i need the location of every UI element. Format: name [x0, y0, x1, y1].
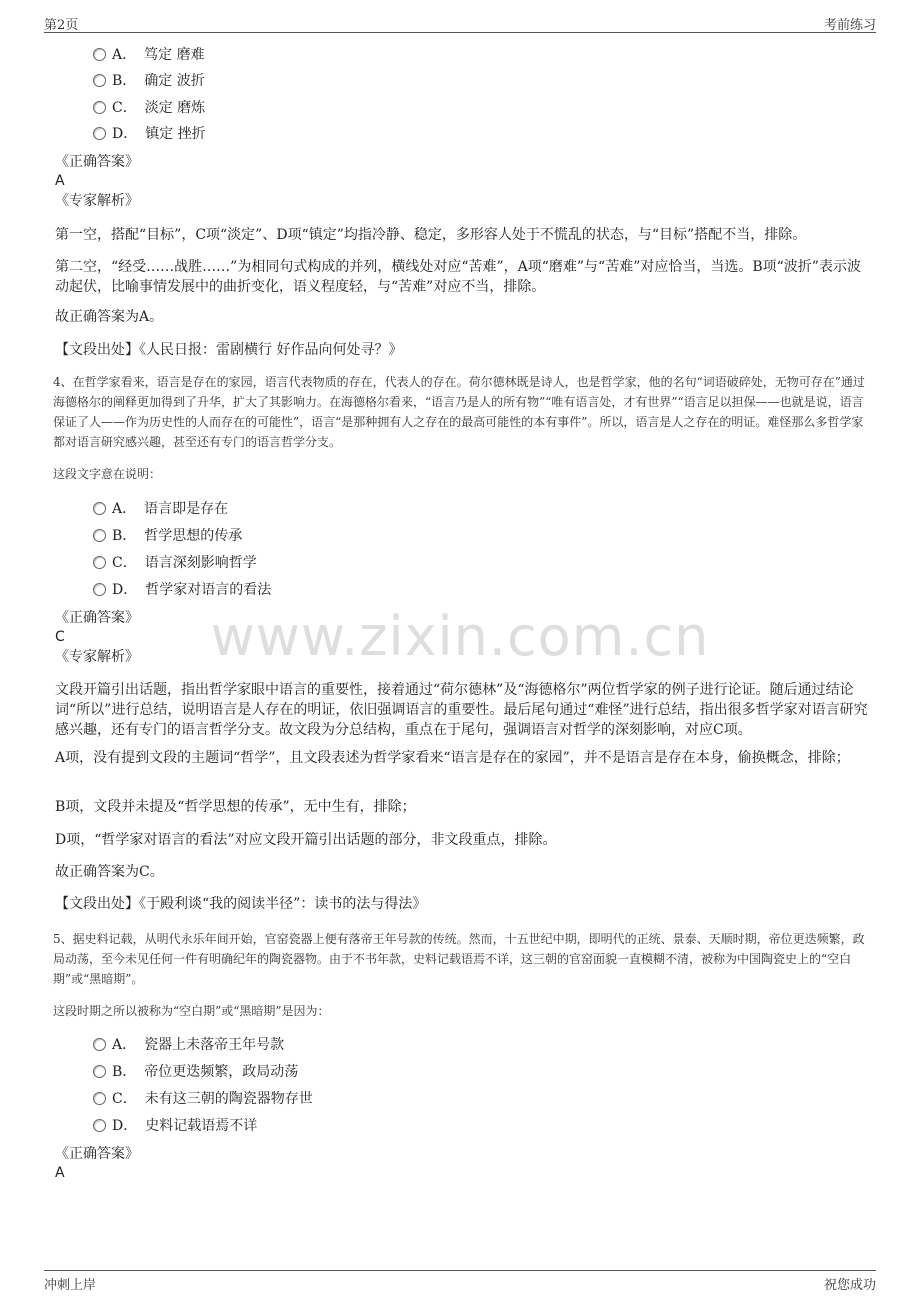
radio-icon[interactable] — [93, 1038, 106, 1051]
radio-icon[interactable] — [93, 48, 106, 61]
option-text: 笃定 磨难 — [144, 47, 205, 63]
q4-analysis-p3: B项，文段并未提及“哲学思想的传承”，无中生有，排除； — [55, 799, 416, 815]
radio-icon[interactable] — [93, 502, 106, 515]
radio-icon[interactable] — [93, 583, 106, 596]
q5-stem: 5、据史料记载，从明代永乐年间开始，官窑瓷器上便有落帝王年号款的传统。然而，十五世纪中期，即明代的正统、景泰、天顺时期，帝位更迭频繁，政局动荡，至今未见任何一件有明确纪年的陶瓷器物。由于不书年款，史料记载语焉不详，这三朝的官窑面貌一直模糊不清，被称为中国陶瓷史上的“空白期”或“黑暗期”。 — [53, 932, 865, 986]
footer-left-text: 冲刺上岸 — [44, 1278, 97, 1293]
q3-analysis-p3: 故正确答案为A。 — [55, 309, 164, 325]
q3-source: 【文段出处】《人民日报：雷剧横行 好作品向何处寻？》 — [55, 342, 403, 358]
q3-analysis-p2: 第二空，“经受……战胜……”为相同句式构成的并列，横线处对应“苦难”，A项“磨难”与“苦难”对应恰当，当选。B项“波折”表示波动起伏，比喻事情发展中的曲折变化，语义程度轻，与“苦难”对应不当，排除。 — [55, 259, 861, 295]
option-text: 瓷器上未落帝王年号款 — [144, 1037, 285, 1053]
q4-analysis-label: 《专家解析》 — [55, 649, 139, 665]
q3-option-c[interactable] — [93, 98, 205, 118]
q4-answer: C — [55, 629, 65, 645]
q4-analysis-p2: A项，没有提到文段的主题词“哲学”，且文段表述为哲学家看来“语言是存在的家园”，并不是语言是存在本身，偷换概念，排除； — [55, 750, 850, 766]
q4-question: 这段文字意在说明： — [53, 467, 162, 481]
option-letter: A． — [112, 47, 137, 63]
q3-analysis-p1: 第一空，搭配“目标”，C项“淡定”、D项“镇定”均指冷静、稳定，多形容人处于不慌乱的状态，与“目标”搭配不当，排除。 — [55, 227, 807, 243]
option-text: 未有这三朝的陶瓷器物存世 — [144, 1091, 313, 1107]
radio-icon[interactable] — [93, 74, 106, 87]
option-letter: D． — [112, 126, 138, 142]
q4-option-a[interactable] — [93, 499, 228, 519]
q3-option-b[interactable] — [93, 71, 205, 91]
option-letter: A． — [112, 1037, 137, 1053]
q3-answer-label: 《正确答案》 — [55, 154, 139, 170]
q4-option-b[interactable] — [93, 526, 242, 546]
q5-option-a[interactable] — [93, 1035, 284, 1055]
option-text: 镇定 挫折 — [145, 126, 206, 142]
radio-icon[interactable] — [93, 127, 106, 140]
q3-option-d[interactable] — [93, 124, 206, 144]
option-letter: C． — [112, 555, 137, 571]
q4-analysis-p1: 文段开篇引出话题，指出哲学家眼中语言的重要性，接着通过“荷尔德林”及“海德格尔”两位哲学家的例子进行论证。随后通过结论词“所以”进行总结，说明语言是人存在的明证，依旧强调语言的重要性。最后尾句通过“难怪”进行总结，指出很多哲学家对语言研究感兴趣，还有专门的语言哲学分支。故文段为分总结构，重点在于尾句，强调语言对哲学的深刻影响，对应C项。 — [55, 682, 868, 738]
q4-option-c[interactable] — [93, 553, 257, 573]
page-footer — [44, 1270, 876, 1295]
q5-option-b[interactable] — [93, 1062, 298, 1082]
q3-option-a[interactable] — [93, 45, 205, 65]
q3-analysis-label: 《专家解析》 — [55, 193, 139, 209]
radio-icon[interactable] — [93, 529, 106, 542]
option-letter: A． — [112, 501, 137, 517]
option-letter: D． — [112, 582, 138, 598]
q5-option-d[interactable] — [93, 1116, 257, 1136]
radio-icon[interactable] — [93, 1092, 106, 1105]
radio-icon[interactable] — [93, 101, 106, 114]
q4-source: 【文段出处】《于殿利谈“我的阅读半径”：读书的法与得法》 — [55, 896, 427, 912]
radio-icon[interactable] — [93, 556, 106, 569]
footer-right-text: 祝您成功 — [823, 1278, 876, 1293]
q5-question: 这段时期之所以被称为“空白期”或“黑暗期”是因为： — [53, 1004, 330, 1018]
q4-option-d[interactable] — [93, 580, 271, 600]
option-text: 语言即是存在 — [144, 501, 229, 517]
option-letter: B． — [112, 73, 137, 89]
page-header — [44, 12, 876, 33]
option-letter: B． — [112, 1064, 137, 1080]
option-text: 淡定 磨炼 — [144, 100, 206, 116]
option-text: 史料记载语焉不详 — [145, 1118, 258, 1134]
q4-analysis-p5: 故正确答案为C。 — [55, 864, 164, 880]
q4-analysis-p4: D项，“哲学家对语言的看法”对应文段开篇引出话题的部分，非文段重点，排除。 — [55, 832, 557, 848]
option-text: 哲学思想的传承 — [144, 528, 243, 544]
option-letter: C． — [112, 1091, 137, 1107]
q3-answer: A — [55, 173, 65, 189]
radio-icon[interactable] — [93, 1065, 106, 1078]
page-number: 第2页 — [44, 18, 79, 33]
watermark: www.zixin.com.cn — [210, 605, 710, 668]
q4-answer-label: 《正确答案》 — [55, 610, 139, 626]
option-text: 语言深刻影响哲学 — [144, 555, 257, 571]
q5-option-c[interactable] — [93, 1089, 313, 1109]
radio-icon[interactable] — [93, 1119, 106, 1132]
option-text: 帝位更迭频繁，政局动荡 — [144, 1064, 299, 1080]
option-text: 哲学家对语言的看法 — [145, 582, 272, 598]
option-letter: C． — [112, 100, 137, 116]
header-title: 考前练习 — [823, 18, 876, 33]
q5-answer: A — [55, 1165, 65, 1181]
option-text: 确定 波折 — [144, 73, 205, 89]
q5-answer-label: 《正确答案》 — [55, 1146, 139, 1162]
option-letter: B． — [112, 528, 137, 544]
option-letter: D． — [112, 1118, 138, 1134]
q4-stem: 4、在哲学家看来，语言是存在的家园，语言代表物质的存在，代表人的存在。荷尔德林既是诗人，也是哲学家，他的名句“词语破碎处，无物可存在”通过海德格尔的阐释更加得到了升华，扩大了其影响力。在海德格尔看来，“语言乃是人的所有物”“唯有语言处，才有世界”“语言足以担保——也就是说，语言保证了人——作为历史性的人而存在的可能性”，语言“是那种拥有人之存在的最高可能性的本有事件”。所以，语言是人之存在的明证。难怪那么多哲学家都对语言研究感兴趣，甚至还有专门的语言哲学分支。 — [53, 375, 865, 449]
